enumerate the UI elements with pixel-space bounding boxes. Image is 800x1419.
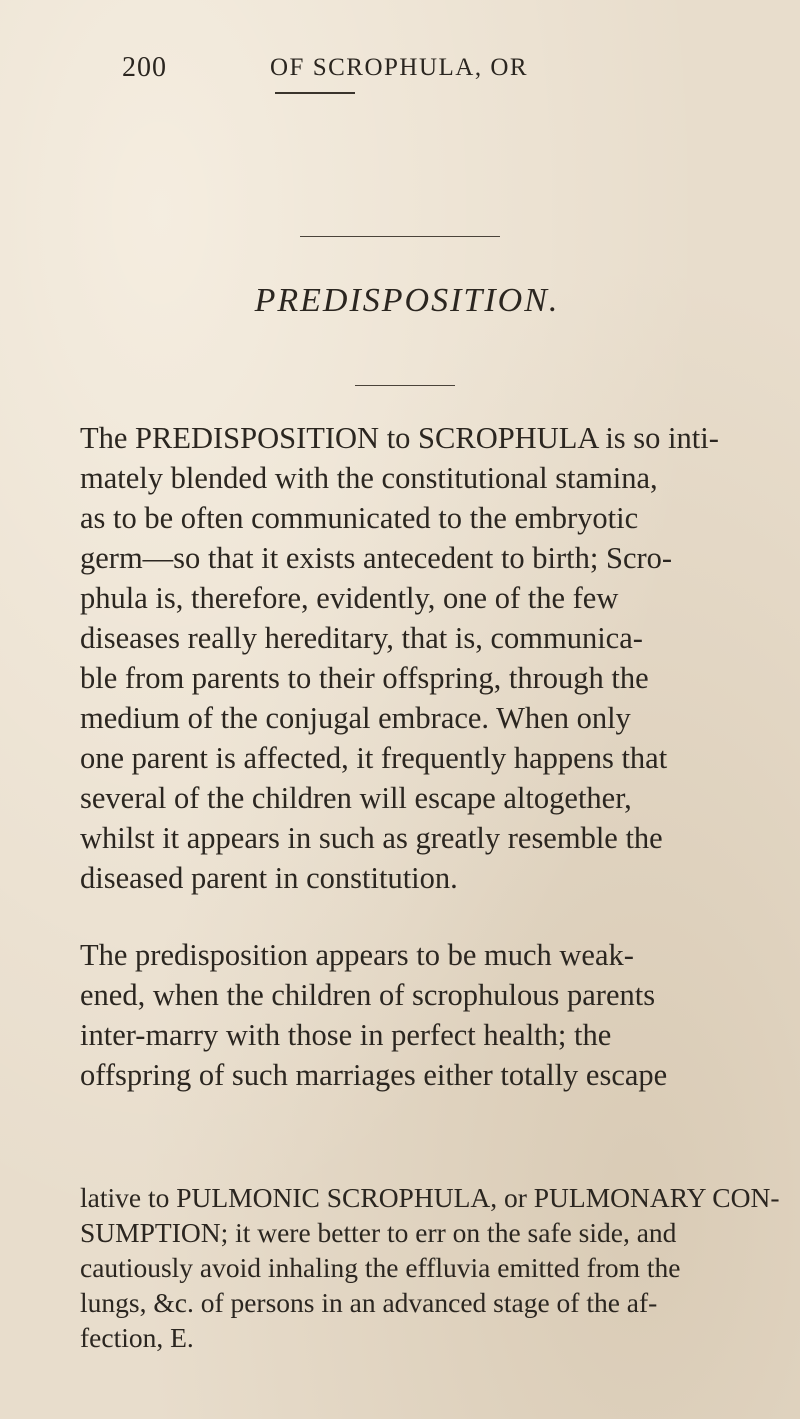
text-line: whilst it appears in such as greatly resemble the [80, 821, 663, 855]
text-line: diseased parent in constitution. [80, 861, 458, 895]
text-line: The predisposition appears to be much weak- [80, 938, 634, 972]
text-line: mately blended with the constitutional stamina, [80, 461, 658, 495]
text-line: inter-marry with those in perfect health; the [80, 1018, 612, 1052]
text-line: lungs, &c. of persons in an advanced stage of the af- [80, 1287, 658, 1318]
paragraph-consumption [80, 1180, 780, 1355]
text-line: one parent is affected, it frequently happens that [80, 741, 668, 775]
page-number: 200 [122, 52, 167, 83]
text-line: germ—so that it exists antecedent to birth; Scro- [80, 541, 673, 575]
text-line: The PREDISPOSITION to SCROPHULA is so inti- [80, 421, 719, 455]
text-line: several of the children will escape altogether, [80, 781, 632, 815]
ornament-rule [300, 236, 500, 237]
text-line: medium of the conjugal embrace. When only [80, 701, 631, 735]
text-line: as to be often communicated to the embryotic [80, 501, 639, 535]
text-line: cautiously avoid inhaling the effluvia emitted from the [80, 1252, 681, 1283]
section-heading: PREDISPOSITION. [254, 282, 560, 319]
paragraph-weakened [80, 935, 770, 1095]
text-line: SUMPTION; it were better to err on the safe side, and [80, 1217, 677, 1248]
text-line: fection, E. [80, 1322, 194, 1353]
running-title: OF SCROPHULA, OR [270, 54, 529, 81]
text-line: lative to PULMONIC SCROPHULA, or PULMONARY CON- [80, 1182, 780, 1213]
section-rule [355, 385, 455, 386]
text-line: diseases really hereditary, that is, communica- [80, 621, 643, 655]
text-line: ble from parents to their offspring, through the [80, 661, 649, 695]
text-line: ened, when the children of scrophulous parents [80, 978, 656, 1012]
text-line: phula is, therefore, evidently, one of the few [80, 581, 619, 615]
paragraph-predisposition [80, 418, 770, 898]
text-line: offspring of such marriages either totally escape [80, 1058, 668, 1092]
running-header [0, 52, 800, 92]
header-rule [275, 92, 355, 94]
